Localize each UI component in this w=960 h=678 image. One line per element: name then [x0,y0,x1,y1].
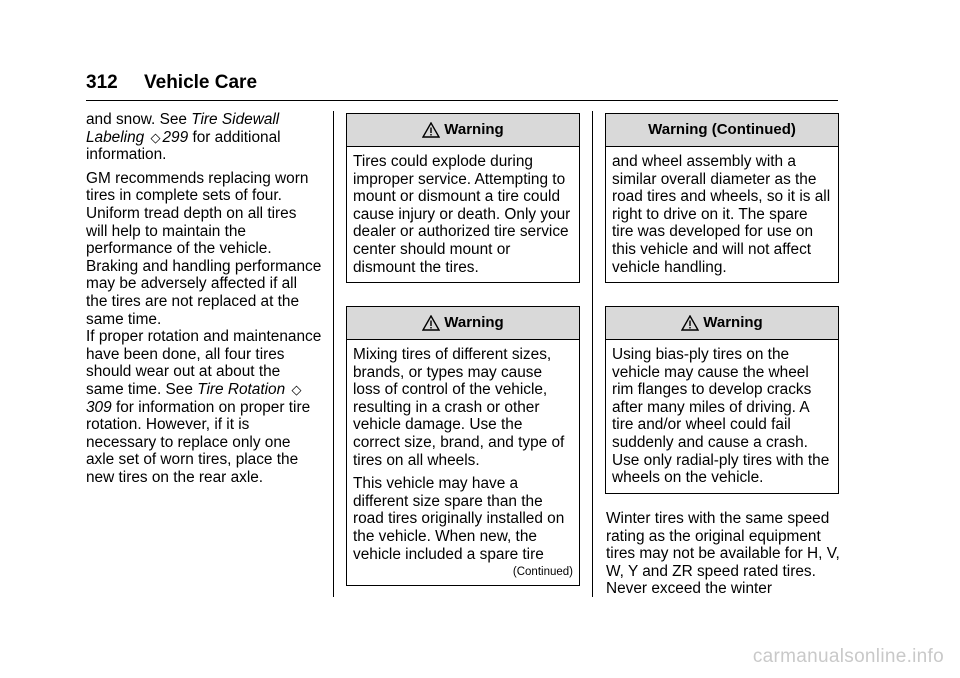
warning-triangle-icon [681,315,699,331]
warning-box-bias-ply [605,306,839,494]
column-divider [333,111,334,597]
warning-body: Tires could explode during improper service. Attempting to mount or dismount a tire could cause injury or death. Only your dealer or authorized tire service center should mount or dismount the tires. [353,153,571,276]
warning-heading: Warning (Continued) [606,114,838,147]
warning-body: and wheel assembly with a similar overall diameter as the road tires and wheels, so it is all right to drive on it. The spare tire was developed for use on this vehicle and will not affect vehicle handling. [612,153,831,276]
page-ref-309[interactable]: 309 [86,398,112,416]
xref-icon: ◇ [291,381,302,397]
continued-label: (Continued) [512,566,573,579]
page-ref-299[interactable]: 299 [162,128,189,146]
section-title: Vehicle Care [144,72,258,93]
warning-heading: Warning [347,307,579,340]
warning-box-explode [346,113,580,283]
watermark: carmanualsonline.info [752,646,944,667]
warning-body: Using bias-ply tires on the vehicle may cause the wheel rim flanges to develop cracks after many miles of driving. A tire and/or wheel could fail suddenly and cause a crash. Use only radial-ply tires with the wheels on the vehicle. [612,346,830,487]
warning-triangle-icon [422,122,440,138]
warning-box-continued [605,113,839,283]
page-header [86,70,838,101]
link-tire-sidewall-labeling[interactable]: Tire Sidewall Labeling [86,111,280,146]
column-divider [592,111,593,597]
paragraph-replace: GM recommends replacing worn tires in complete sets of four. Uniform tread depth on all tires will help to maintain the performance of the vehicle. Braking and handling performance may be adversely affected if all the tires are not replaced at the same time. [86,169,322,328]
warning-triangle-icon [422,315,440,331]
paragraph-winter-tires: Winter tires with the same speed rating as the original equipment tires may not be available for H, V, W, Y and ZR speed rated tires. Never exceed the winter [606,510,840,598]
warning-heading: Warning [606,307,838,340]
paragraph-sidewall: and snow. See Tire Sidewall Labeling ◇ 299 for additional information. [86,111,281,164]
link-tire-rotation[interactable]: Tire Rotation [197,380,286,398]
warning-body: Mixing tires of different sizes, brands, or types may cause loss of control of the vehicle, resulting in a crash or other vehicle damage. Use the correct size, brand, and type of tires on all wheels. This vehicle may have a different size spare than the road tires originally installed on the vehicle. When new, the vehicle included a spare tire (Continued) [353,346,573,579]
warning-box-mixing-tires [346,306,580,586]
paragraph-rotation: If proper rotation and maintenance have been done, all four tires should wear out at about the same time. See Tire Rotation ◇309 for information on proper tire rotation. However, if it is necessary to replace only one axle set of worn tires, place the new tires on the rear axle. [86,328,322,486]
warning-heading: Warning [347,114,579,147]
page-number: 312 [86,72,118,93]
xref-icon: ◇ [150,129,161,145]
column-left [86,111,322,492]
